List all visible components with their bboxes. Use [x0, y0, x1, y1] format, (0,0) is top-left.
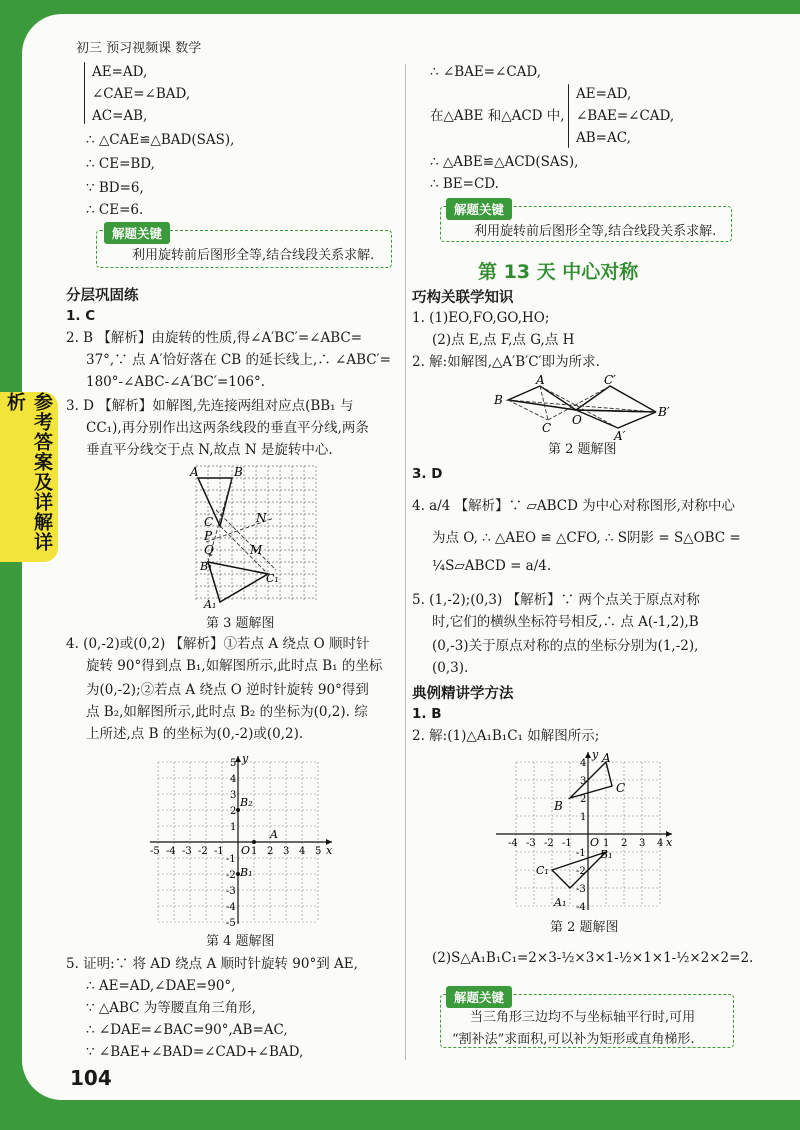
point-label: B₂ [240, 796, 253, 809]
answer-line: ∵ ∠BAE+∠BAD=∠CAD+∠BAD, [86, 1044, 304, 1060]
answer-line: 为(0,-2);②若点 A 绕点 O 逆时针旋转 90°得到 [86, 682, 369, 698]
fig2b-label: B₁ [600, 848, 613, 861]
brace-line: ∠BAE=∠CAD, [576, 108, 675, 124]
answer-line: 上所述,点 B 的坐标为(0,-2)或(0,2). [86, 726, 304, 742]
brace-line: AB=AC, [576, 130, 631, 146]
answer-line: 3. D 【解析】如解图,先连接两组对应点(BB₁ 与 [66, 398, 354, 414]
figure-2b [494, 748, 680, 912]
fig2a-label: C [542, 421, 552, 435]
fig3-label: B₁ [200, 560, 213, 573]
column-divider [405, 64, 406, 1060]
answer-line: 2. 解:(1)△A₁B₁C₁ 如解图所示; [412, 728, 600, 744]
answer-line: ∵ △ABC 为等腰直角三角形, [86, 1000, 257, 1016]
proof-line: ∵ BD=6, [86, 180, 144, 196]
answer-line: 5. 证明:∵ 将 AD 绕点 A 顺时针旋转 90°到 AE, [66, 956, 358, 972]
y-tick-label: -1 [576, 848, 586, 859]
fig2a-label: B′ [658, 405, 670, 419]
proof-line: ∴ BE=CD. [430, 176, 499, 192]
y-tick-label: -2 [226, 870, 236, 881]
axis-label: x [326, 844, 333, 857]
y-tick-label: -4 [226, 902, 236, 913]
fig2b-label: C [616, 781, 626, 795]
key-tag: 解题关键 [104, 222, 170, 244]
answer-line: 旋转 90°得到点 B₁,如解图所示,此时点 B₁ 的坐标 [86, 658, 383, 674]
x-tick-label: -1 [214, 846, 224, 857]
key-tag: 解题关键 [446, 198, 512, 220]
section-heading: 巧构关联学知识 [412, 290, 514, 306]
y-tick-label: -1 [226, 854, 236, 865]
axis-label: y [242, 752, 249, 765]
point-label: A [270, 828, 278, 841]
fig2a-label: C′ [604, 373, 616, 387]
proof-line: ∴ CE=BD, [86, 156, 155, 172]
answer-line: 5. (1,-2);(0,3) 【解析】∵ 两个点关于原点对称 [412, 592, 700, 608]
fig3-label: Q [204, 543, 214, 557]
answer-line: 垂直平分线交于点 N,故点 N 是旋转中心. [86, 442, 333, 458]
x-tick-label: 4 [299, 846, 306, 857]
x-tick-label: -4 [166, 846, 176, 857]
answer-line: 3. D [412, 466, 443, 482]
fig2b-label: A [602, 751, 611, 765]
x-tick-label: 5 [315, 846, 322, 857]
origin-label: O [590, 836, 600, 849]
answer-line: 4. a/4 【解析】∵ ▱ABCD 为中心对称图形,对称中心 [412, 498, 735, 514]
answer-line: (2)点 E,点 F,点 G,点 H [432, 332, 575, 348]
brace-line: ∠CAE=∠BAD, [92, 86, 191, 102]
y-tick-label: 4 [580, 758, 587, 769]
brace-line: AE=AD, [576, 86, 632, 102]
answer-line: (0,3). [432, 660, 469, 676]
answer-line: 1. B [412, 706, 442, 722]
x-tick-label: 1 [603, 838, 610, 849]
side-tab [0, 392, 58, 562]
fig3-label: A [190, 465, 199, 479]
y-tick-label: 3 [230, 790, 237, 801]
proof-line: ∴ CE=6. [86, 202, 144, 218]
key-text: 利用旋转前后图形全等,结合线段关系求解. [132, 248, 375, 263]
y-tick-label: 1 [230, 822, 237, 833]
answer-line: 时,它们的横纵坐标符号相反,∴ 点 A(-1,2),B [432, 614, 699, 630]
brace-left [84, 62, 85, 124]
answer-line: (2)S△A₁B₁C₁=2×3-½×3×1-½×1×1-½×2×2=2. [432, 950, 754, 966]
page-number: 104 [70, 1066, 112, 1090]
answer-line: 4. (0,-2)或(0,2) 【解析】①若点 A 绕点 O 顺时针 [66, 636, 370, 652]
y-tick-label: 2 [580, 794, 587, 805]
y-tick-label: 1 [580, 812, 587, 823]
y-tick-label: 3 [580, 776, 587, 787]
answer-line: 2. 解:如解图,△A′B′C′即为所求. [412, 354, 600, 370]
key-text: 利用旋转前后图形全等,结合线段关系求解. [474, 224, 717, 239]
fig2a-caption: 第 2 题解图 [548, 442, 617, 457]
answer-line: 点 B₂,如解图所示,此时点 B₂ 的坐标为(0,2). 综 [86, 704, 368, 720]
x-tick-label: -2 [198, 846, 208, 857]
fig2a-label: B [494, 393, 503, 407]
answer-line: 37°,∵ 点 A′恰好落在 CB 的延长线上,∴ ∠ABC′= [86, 352, 391, 368]
axis-label: y [592, 748, 599, 761]
y-tick-label: -4 [576, 902, 586, 912]
brace-right [568, 84, 569, 148]
y-tick-label: -3 [226, 886, 236, 897]
answer-line: 为点 O, ∴ △AEO ≌ △CFO, ∴ S阴影 = S△OBC = [432, 530, 741, 546]
day-title: 第 13 天 中心对称 [478, 261, 639, 283]
fig2b-label: C₁ [536, 864, 549, 877]
axis-label: x [666, 836, 673, 849]
x-tick-label: -3 [182, 846, 192, 857]
key-text: 当三角形三边均不与坐标轴平行时,可用 [470, 1010, 696, 1025]
answer-line: 180°-∠ABC-∠A′BC′=106°. [86, 374, 266, 390]
fig3-label: P [204, 529, 213, 543]
answer-line: 1. (1)EO,FO,GO,HO; [412, 310, 550, 326]
proof-line: ∴ ∠BAE=∠CAD, [430, 64, 542, 80]
x-tick-label: 3 [639, 838, 646, 849]
y-tick-label: -3 [576, 884, 586, 895]
fig3-label: M [250, 543, 263, 557]
fig2a-label: O [572, 413, 582, 427]
fig3-label: C [204, 515, 214, 529]
fig2b-label: B [554, 799, 563, 813]
fig3-label: B [234, 465, 243, 479]
fig2b-label: A₁ [554, 896, 567, 909]
y-tick-label: 5 [230, 758, 237, 769]
x-tick-label: 1 [251, 846, 258, 857]
answer-line: ¼S▱ABCD = a/4. [432, 558, 552, 574]
answer-line: CC₁),再分别作出这两条线段的垂直平分线,两条 [86, 420, 369, 436]
key-text: “割补法”求面积,可以补为矩形或直角梯形. [452, 1032, 695, 1047]
fig2a-label: A′ [614, 429, 626, 442]
figure-2a [490, 372, 680, 442]
x-tick-label: -3 [526, 838, 536, 849]
x-tick-label: 2 [621, 838, 628, 849]
x-tick-label: 2 [267, 846, 274, 857]
x-tick-label: -2 [544, 838, 554, 849]
brace-line: AC=AB, [92, 108, 148, 124]
x-tick-label: -4 [508, 838, 518, 849]
section-heading: 典例精讲学方法 [412, 686, 514, 702]
answer-line: (0,-3)关于原点对称的点的坐标分别为(1,-2), [432, 638, 699, 654]
point-label: B₁ [240, 866, 253, 879]
answer-line: 1. C [66, 308, 96, 324]
side-tab-label: 参考答案及详解详析 [4, 392, 53, 552]
figure-4 [148, 752, 338, 928]
brace-line: AE=AD, [92, 64, 148, 80]
key-tag: 解题关键 [446, 986, 512, 1008]
proof-line: ∴ △CAE≌△BAD(SAS), [86, 132, 235, 148]
y-tick-label: -5 [226, 918, 236, 928]
proof-line: 在△ABE 和△ACD 中, [430, 108, 565, 124]
figure-3 [186, 462, 326, 610]
fig3-label: A₁ [204, 598, 217, 610]
proof-line: ∴ △ABE≌△ACD(SAS), [430, 154, 579, 170]
fig4-caption: 第 4 题解图 [206, 934, 275, 949]
x-tick-label: 4 [657, 838, 664, 849]
section-heading: 分层巩固练 [66, 288, 139, 304]
answer-line: 2. B 【解析】由旋转的性质,得∠A′BC′=∠ABC= [66, 330, 363, 346]
origin-label: O [241, 844, 251, 857]
book-page [22, 14, 800, 1100]
fig3-label: C₁ [266, 572, 279, 585]
y-tick-label: 2 [230, 806, 237, 817]
running-header: 初三 预习视频课 数学 [76, 41, 202, 56]
x-tick-label: -1 [562, 838, 572, 849]
x-tick-label: 3 [283, 846, 290, 857]
fig2a-label: A [536, 373, 545, 387]
answer-line: ∴ ∠DAE=∠BAC=90°,AB=AC, [86, 1022, 288, 1038]
fig3-caption: 第 3 题解图 [206, 616, 275, 631]
x-tick-label: -5 [150, 846, 160, 857]
answer-line: ∴ AE=AD,∠DAE=90°, [86, 978, 236, 994]
fig3-label: N [256, 511, 267, 525]
fig2b-caption: 第 2 题解图 [550, 920, 619, 935]
y-tick-label: -2 [576, 866, 586, 877]
y-tick-label: 4 [230, 774, 237, 785]
